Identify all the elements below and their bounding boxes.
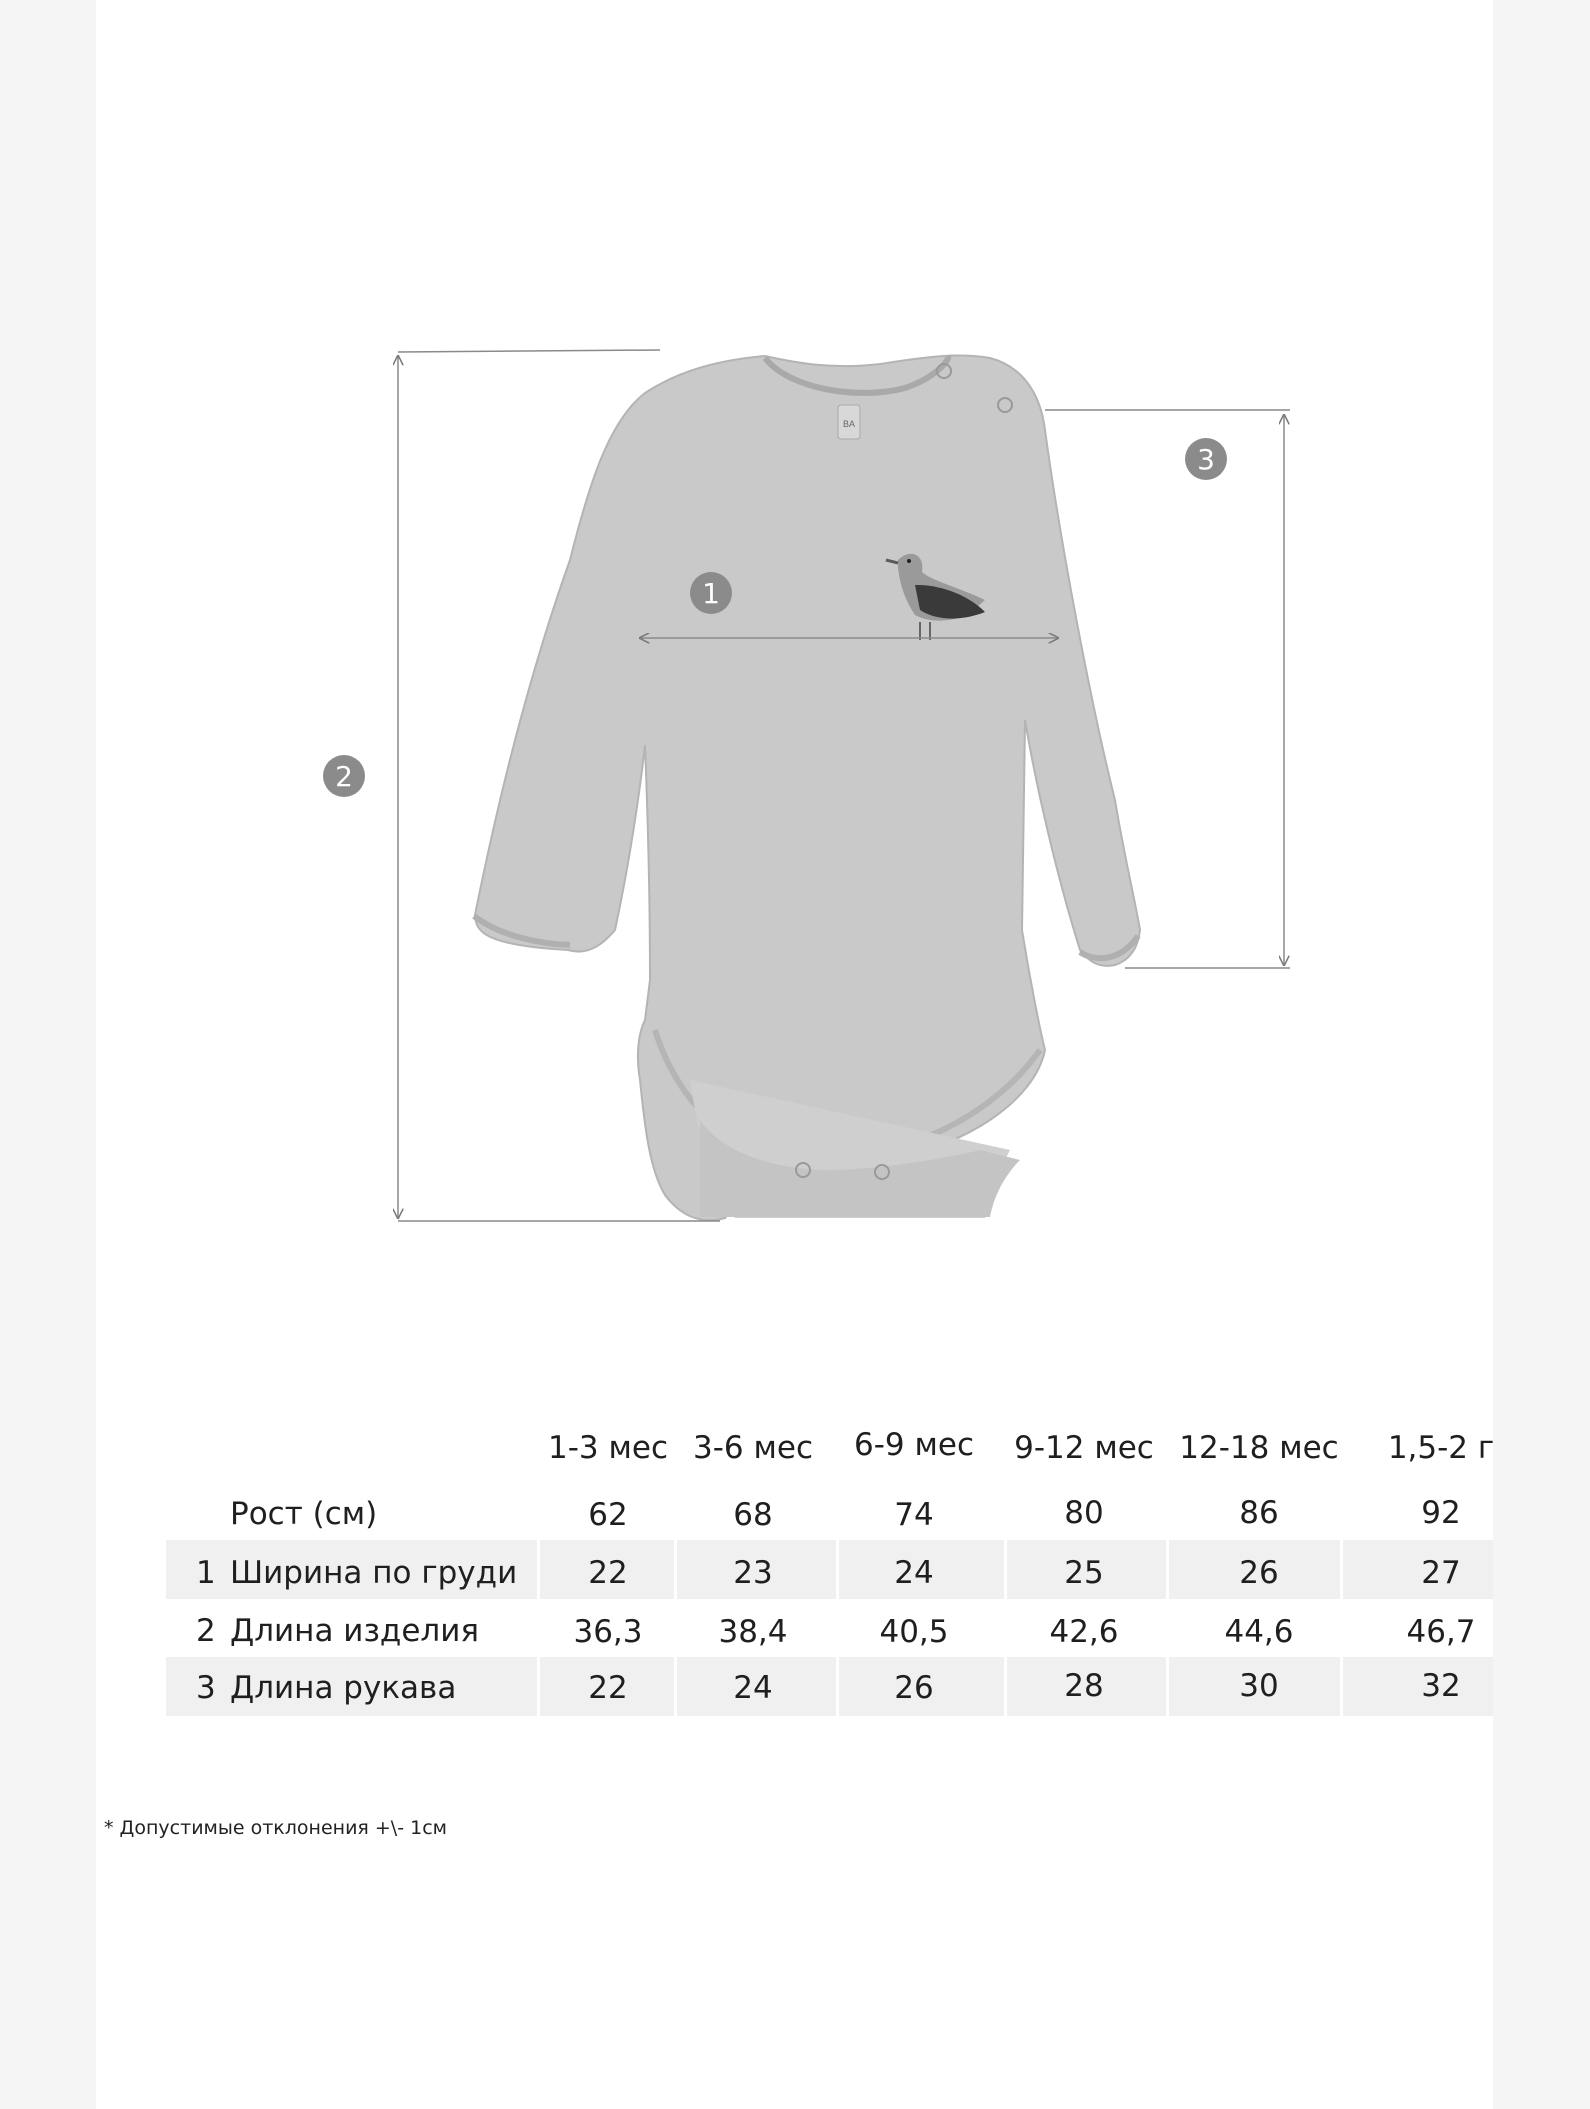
table-cell: 40,5	[879, 1614, 949, 1650]
table-cell: 24	[894, 1555, 934, 1591]
column-divider	[674, 1540, 677, 1716]
table-cell: 32	[1421, 1668, 1461, 1704]
row-label: Длина рукава	[230, 1670, 457, 1706]
table-cell: 22	[588, 1670, 628, 1706]
column-header: 1,5-2 г	[1387, 1430, 1495, 1466]
table-cell: 28	[1064, 1668, 1104, 1704]
bodysuit-illustration	[474, 356, 1140, 1221]
row-label: Рост (см)	[230, 1496, 378, 1532]
column-header: 1-3 мес	[548, 1430, 668, 1466]
column-header: 6-9 мес	[854, 1427, 974, 1463]
column-header: 3-6 мес	[693, 1430, 813, 1466]
marker-2: 2	[323, 755, 365, 797]
column-divider	[1340, 1540, 1343, 1716]
column-divider	[836, 1540, 839, 1716]
table-cell: 44,6	[1224, 1614, 1294, 1650]
table-cell: 42,6	[1049, 1614, 1119, 1650]
table-cell: 24	[733, 1670, 773, 1706]
column-header: 9-12 мес	[1014, 1430, 1154, 1466]
table-cell: 26	[1239, 1555, 1279, 1591]
table-cell: 74	[894, 1497, 934, 1533]
row-label: Длина изделия	[230, 1613, 480, 1649]
row-label: Ширина по груди	[230, 1555, 518, 1591]
table-cell: 80	[1064, 1495, 1104, 1531]
table-cell: 92	[1421, 1495, 1461, 1531]
table-cell: 38,4	[718, 1614, 788, 1650]
column-divider	[1166, 1540, 1169, 1716]
svg-text:BA: BA	[842, 419, 856, 429]
column-divider	[1004, 1540, 1007, 1716]
table-cell: 27	[1421, 1555, 1461, 1591]
row-number: 3	[196, 1670, 216, 1706]
table-cell: 36,3	[573, 1614, 643, 1650]
column-header: 12-18 мес	[1179, 1430, 1339, 1466]
table-cell: 46,7	[1406, 1614, 1476, 1650]
table-cell: 68	[733, 1497, 773, 1533]
table-cell: 30	[1239, 1668, 1279, 1704]
row-number: 1	[196, 1555, 216, 1591]
table-cell: 25	[1064, 1555, 1104, 1591]
table-cell: 62	[588, 1497, 628, 1533]
table-cell: 22	[588, 1555, 628, 1591]
table-cell: 86	[1239, 1495, 1279, 1531]
marker-1: 1	[690, 572, 732, 614]
table-cell: 23	[733, 1555, 773, 1591]
row-number: 2	[196, 1613, 216, 1649]
marker-3: 3	[1185, 438, 1227, 480]
footnote: * Допустимые отклонения +\- 1см	[104, 1817, 447, 1839]
column-divider	[537, 1540, 540, 1716]
table-cell: 26	[894, 1670, 934, 1706]
